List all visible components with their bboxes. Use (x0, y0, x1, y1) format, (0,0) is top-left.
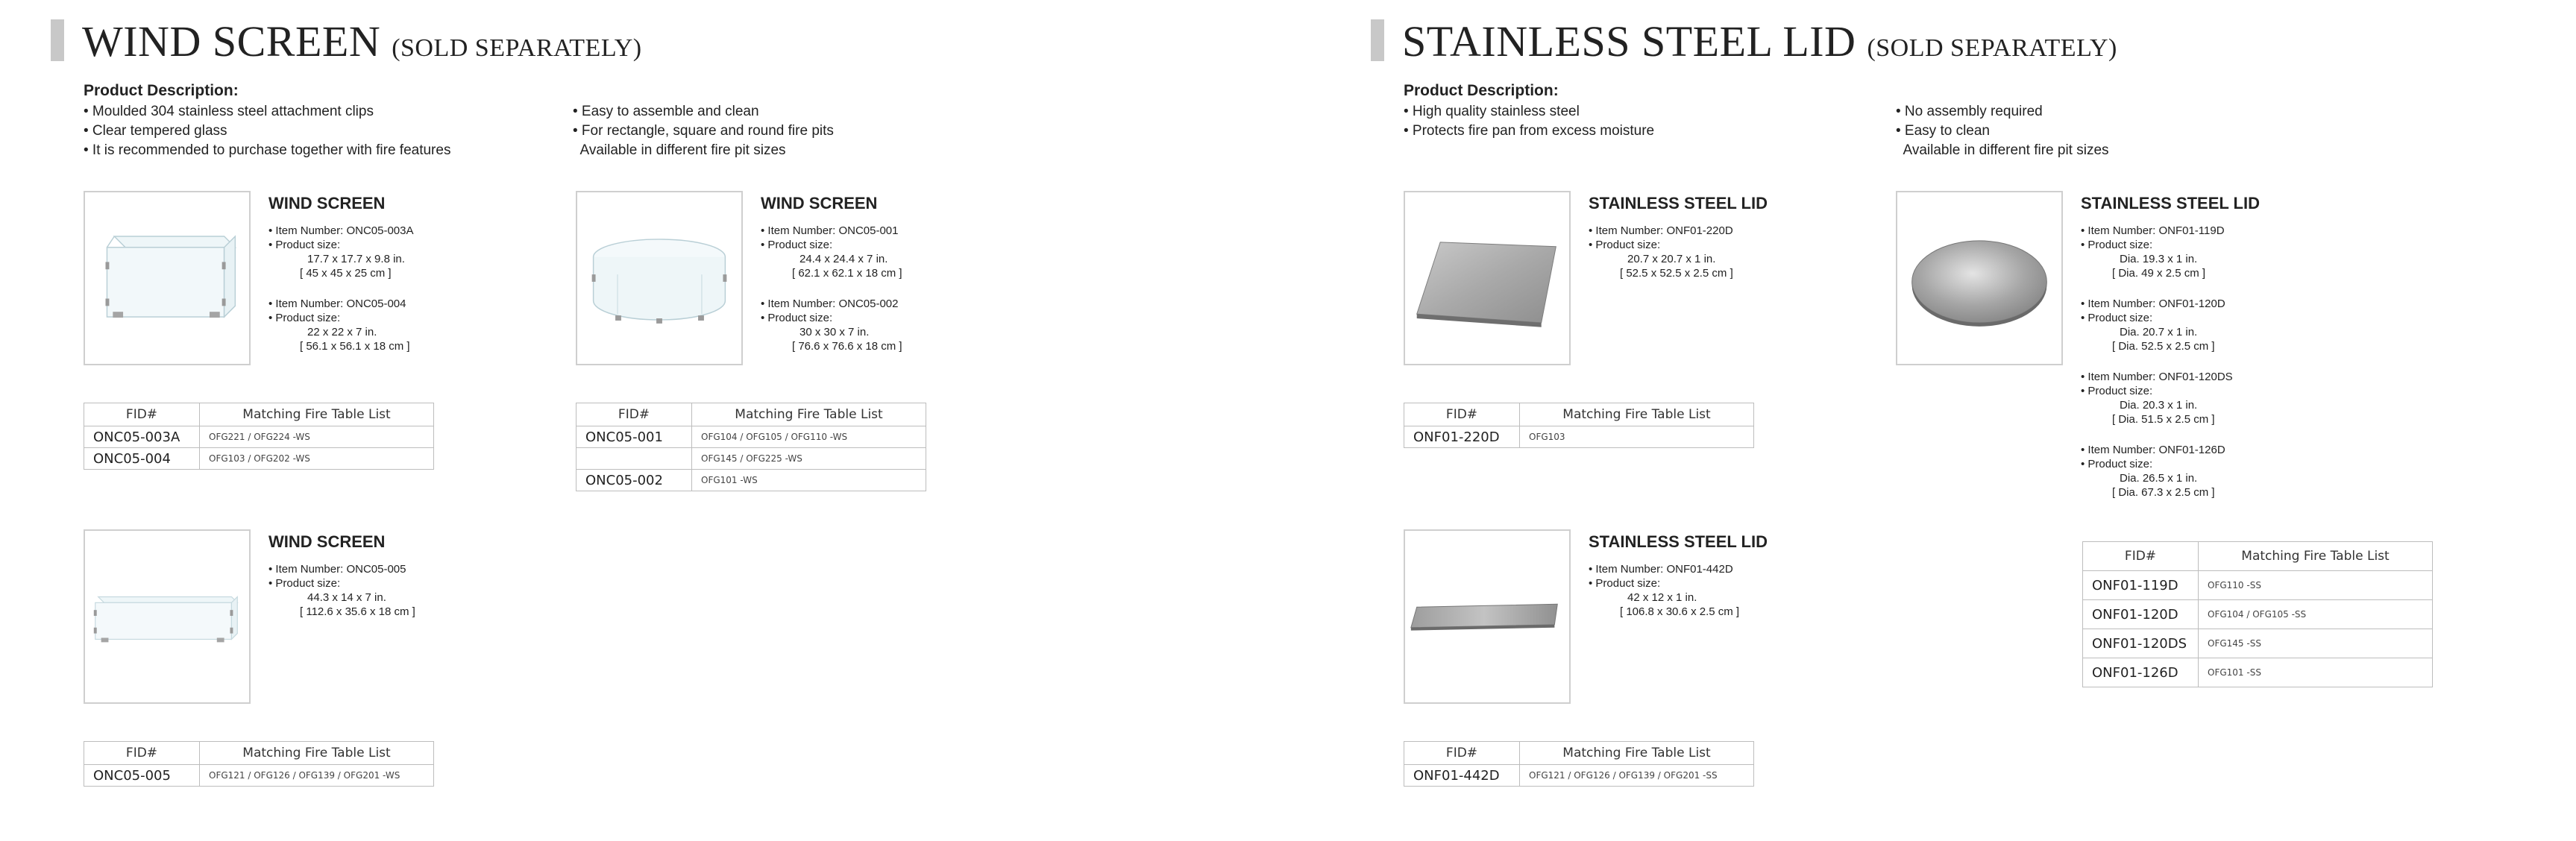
description-heading: Product Description: (1404, 82, 1559, 99)
item-number: • Item Number: ONC05-004 (268, 297, 406, 310)
product-name: WIND SCREEN (268, 532, 386, 551)
list-cell: OFG101 -SS (2199, 658, 2433, 687)
table-row (2083, 658, 2433, 687)
product-specs (2081, 224, 2233, 500)
table-row (84, 448, 434, 470)
description-item: • Easy to clean (1896, 123, 1990, 139)
table-row (1404, 765, 1754, 787)
size-label: • Product size: (1589, 239, 1661, 251)
size-inches: Dia. 20.7 x 1 in. (2120, 326, 2198, 338)
list-header: Matching Fire Table List (1520, 742, 1754, 765)
product-name: STAINLESS STEEL LID (2081, 194, 2260, 212)
size-label: • Product size: (761, 312, 833, 324)
size-cm: [ Dia. 52.5 x 2.5 cm ] (2112, 340, 2215, 353)
list-cell: OFG110 -SS (2199, 571, 2433, 600)
square-glass-wind-screen-icon (84, 191, 251, 365)
size-label: • Product size: (268, 312, 341, 324)
fid-cell: ONF01-126D (2083, 658, 2199, 687)
round-steel-lid-icon (1896, 191, 2063, 365)
table-header (1404, 403, 1754, 426)
item-number: • Item Number: ONF01-220D (1589, 224, 1733, 237)
size-inches: 17.7 x 17.7 x 9.8 in. (307, 253, 405, 265)
title-accent-bar (51, 19, 64, 61)
size-inches: 42 x 12 x 1 in. (1627, 591, 1697, 604)
size-inches: Dia. 20.3 x 1 in. (2120, 399, 2198, 412)
fid-cell: ONC05-001 (577, 426, 692, 448)
product-name: STAINLESS STEEL LID (1589, 532, 1768, 551)
fid-table (1404, 403, 1754, 448)
table-header (84, 403, 434, 426)
item-number: • Item Number: ONF01-120D (2081, 297, 2225, 310)
description-item: Available in different fire pit sizes (1896, 142, 2109, 158)
description-item: • High quality stainless steel (1404, 104, 1580, 119)
table-header (2083, 542, 2433, 571)
description-heading: Product Description: (84, 82, 239, 99)
table-row (84, 426, 434, 448)
rectangle-glass-wind-screen-icon (84, 529, 251, 704)
list-cell: OFG103 (1520, 426, 1754, 448)
size-label: • Product size: (1589, 577, 1661, 590)
size-label: • Product size: (2081, 239, 2153, 251)
list-cell: OFG104 / OFG105 / OFG110 -WS (692, 426, 926, 448)
size-inches: 44.3 x 14 x 7 in. (307, 591, 386, 604)
description-item: • No assembly required (1896, 104, 2043, 119)
page-title (82, 17, 642, 66)
list-cell: OFG101 -WS (692, 470, 926, 491)
list-cell: OFG121 / OFG126 / OFG139 / OFG201 -WS (200, 765, 434, 787)
table-header (1404, 742, 1754, 765)
list-header: Matching Fire Table List (200, 403, 434, 426)
table-row (2083, 571, 2433, 600)
title-main: STAINLESS STEEL LID (1402, 17, 1856, 66)
fid-header: FID# (1404, 742, 1520, 765)
size-cm: [ 45 x 45 x 25 cm ] (300, 267, 392, 280)
item-number: • Item Number: ONC05-002 (761, 297, 899, 310)
fid-header: FID# (84, 742, 200, 765)
fid-header: FID# (84, 403, 200, 426)
size-cm: [ 76.6 x 76.6 x 18 cm ] (792, 340, 902, 353)
table-row (2083, 629, 2433, 658)
list-cell: OFG103 / OFG202 -WS (200, 448, 434, 470)
size-cm: [ 62.1 x 62.1 x 18 cm ] (792, 267, 902, 280)
fid-cell: ONF01-442D (1404, 765, 1520, 787)
size-label: • Product size: (2081, 312, 2153, 324)
size-inches: 22 x 22 x 7 in. (307, 326, 377, 338)
fid-cell: ONF01-220D (1404, 426, 1520, 448)
fid-cell: ONC05-003A (84, 426, 200, 448)
fid-header: FID# (577, 403, 692, 426)
fid-table (84, 741, 434, 787)
description-list-2 (1896, 102, 2109, 160)
list-cell: OFG121 / OFG126 / OFG139 / OFG201 -SS (1520, 765, 1754, 787)
product-name: STAINLESS STEEL LID (1589, 194, 1768, 212)
table-row (1404, 426, 1754, 448)
size-inches: 20.7 x 20.7 x 1 in. (1627, 253, 1716, 265)
round-glass-wind-screen-icon (576, 191, 743, 365)
size-inches: 30 x 30 x 7 in. (799, 326, 870, 338)
table-header (84, 742, 434, 765)
list-cell: OFG104 / OFG105 -SS (2199, 600, 2433, 629)
size-label: • Product size: (761, 239, 833, 251)
size-cm: [ 52.5 x 52.5 x 2.5 cm ] (1620, 267, 1733, 280)
table-row (2083, 600, 2433, 629)
fid-table (576, 403, 926, 491)
fid-cell: ONF01-119D (2083, 571, 2199, 600)
table-header (577, 403, 926, 426)
fid-cell: ONF01-120D (2083, 600, 2199, 629)
list-cell: OFG145 -SS (2199, 629, 2433, 658)
list-header: Matching Fire Table List (692, 403, 926, 426)
fid-cell (577, 448, 692, 470)
table-row (84, 765, 434, 787)
list-cell: OFG221 / OFG224 -WS (200, 426, 434, 448)
item-number: • Item Number: ONC05-005 (268, 563, 406, 576)
fid-table (2082, 541, 2433, 687)
fid-cell: ONC05-004 (84, 448, 200, 470)
description-list-2 (573, 102, 834, 160)
item-number: • Item Number: ONF01-120DS (2081, 371, 2233, 383)
description-item: Available in different fire pit sizes (573, 142, 786, 158)
fid-cell: ONC05-002 (577, 470, 692, 491)
description-list-1 (1404, 102, 1654, 141)
list-header: Matching Fire Table List (1520, 403, 1754, 426)
description-item: • Protects fire pan from excess moisture (1404, 123, 1655, 139)
list-header: Matching Fire Table List (200, 742, 434, 765)
size-inches: Dia. 26.5 x 1 in. (2120, 472, 2198, 485)
item-number: • Item Number: ONF01-126D (2081, 444, 2225, 456)
table-row (577, 426, 926, 448)
size-cm: [ Dia. 67.3 x 2.5 cm ] (2112, 486, 2215, 499)
product-specs (268, 562, 415, 619)
size-label: • Product size: (2081, 458, 2153, 470)
size-cm: [ 106.8 x 30.6 x 2.5 cm ] (1620, 605, 1740, 618)
item-number: • Item Number: ONC05-001 (761, 224, 899, 237)
fid-header: FID# (1404, 403, 1520, 426)
table-row (577, 448, 926, 470)
fid-table (84, 403, 434, 470)
item-number: • Item Number: ONC05-003A (268, 224, 414, 237)
size-label: • Product size: (268, 577, 341, 590)
product-name: WIND SCREEN (761, 194, 878, 212)
size-cm: [ 112.6 x 35.6 x 18 cm ] (300, 605, 415, 618)
product-specs (761, 224, 902, 353)
size-label: • Product size: (268, 239, 341, 251)
size-inches: Dia. 19.3 x 1 in. (2120, 253, 2198, 265)
fid-cell: ONC05-005 (84, 765, 200, 787)
size-cm: [ Dia. 51.5 x 2.5 cm ] (2112, 413, 2215, 426)
description-item: • Easy to assemble and clean (573, 104, 759, 119)
square-steel-lid-icon (1404, 191, 1571, 365)
product-specs (1589, 224, 1733, 280)
fid-cell: ONF01-120DS (2083, 629, 2199, 658)
size-label: • Product size: (2081, 385, 2153, 397)
description-item: • It is recommended to purchase together with fire features (84, 142, 451, 158)
item-number: • Item Number: ONF01-119D (2081, 224, 2225, 237)
rectangle-steel-lid-icon (1404, 529, 1571, 704)
title-suffix: (SOLD SEPARATELY) (1867, 34, 2117, 62)
fid-header: FID# (2083, 542, 2199, 571)
product-specs (268, 224, 414, 353)
title-main: WIND SCREEN (82, 17, 381, 66)
description-item: • Moulded 304 stainless steel attachment clips (84, 104, 374, 119)
size-cm: [ 56.1 x 56.1 x 18 cm ] (300, 340, 410, 353)
title-accent-bar (1371, 19, 1384, 61)
product-specs (1589, 562, 1739, 619)
table-row (577, 470, 926, 491)
page-title (1402, 17, 2117, 66)
description-item: • Clear tempered glass (84, 123, 227, 139)
size-inches: 24.4 x 24.4 x 7 in. (799, 253, 888, 265)
fid-table (1404, 741, 1754, 787)
product-name: WIND SCREEN (268, 194, 386, 212)
item-number: • Item Number: ONF01-442D (1589, 563, 1733, 576)
title-suffix: (SOLD SEPARATELY) (392, 34, 642, 62)
description-item: • For rectangle, square and round fire pits (573, 123, 834, 139)
description-list-1 (84, 102, 450, 160)
list-cell: OFG145 / OFG225 -WS (692, 448, 926, 470)
list-header: Matching Fire Table List (2199, 542, 2433, 571)
size-cm: [ Dia. 49 x 2.5 cm ] (2112, 267, 2206, 280)
